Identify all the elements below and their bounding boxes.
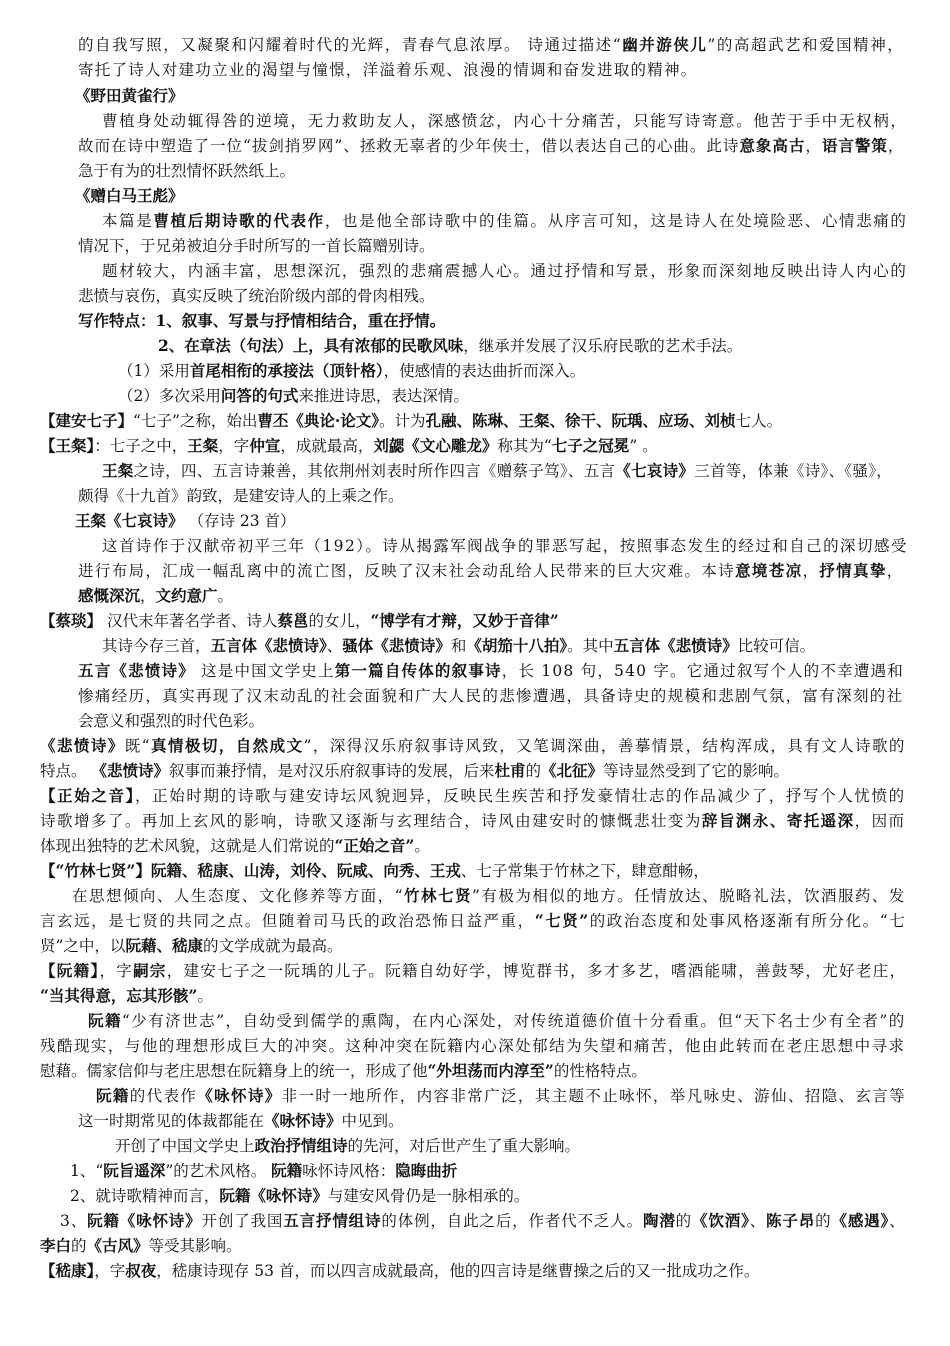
text-line [78,659,904,683]
bold-text: 意境苍凉 [735,561,803,580]
text-run: ， [887,137,905,155]
text-run: 贤”之中，以 [40,937,126,955]
bold-text: 《野田黄雀行》 [75,86,184,105]
bold-text: 阮旨遥深 [103,1161,166,1180]
bold-text: 阮籍《咏怀诗》 [219,1186,328,1205]
text-run: 诗歌增多了。再加上玄风的影响，诗歌又逐渐与玄理结合，诗风由建安时的慷慨悲壮变为 [40,812,702,830]
text-run: 的政治态度和处事风格逐渐有所分化。“七 [589,912,907,930]
bold-text: 蔡邕 [277,611,309,630]
text-run: 的女儿， [308,612,371,630]
text-line [40,984,213,1008]
text-run: ”，深得汉乐府叙事诗风致，又笔调深曲，善摹情景，结构浑成，具有文人诗歌的 [303,737,906,755]
bold-text: 五言体《悲愤诗》 [613,636,738,655]
text-line [40,834,430,858]
text-line [78,284,435,308]
bold-text: 李白 [40,1236,72,1255]
bold-text: 阮籍 [88,1011,122,1030]
text-run: 体现出独特的艺术风貌，这就是人们常说的 [40,837,335,855]
text-line [78,134,904,158]
bold-text: 王粲 [187,436,219,455]
text-line [40,809,906,833]
bold-text: “博学有才辩，又妙于音律” [370,611,559,630]
text-line [78,684,904,708]
text-line [40,1259,759,1283]
bold-text: 文约意广 [155,586,218,605]
text-run: 急于有为的壮烈情怀跃然纸上。 [78,162,296,180]
text-run: 三首等，体兼《诗》、《骚》， [694,462,893,480]
text-line [40,1059,647,1083]
text-run: 的自我写照，又凝聚和闪耀着时代的光辉，青春气息浓厚。 诗通过描述“ [78,36,623,54]
text-run: ，嵇康诗现存 53 首，而以四言成就最高，他的四言诗是继曹操之后的又一批成功之作。 [156,1262,760,1280]
bold-text: 《感遇》 [831,1211,890,1230]
bold-text: 【正始之音】 [40,786,136,805]
text-line [70,1159,457,1183]
bold-text: 抒情真挚 [819,561,887,580]
bold-text: 陈子昂 [766,1211,816,1230]
text-line [102,109,908,133]
bold-text: 阮籍《咏怀诗》 [87,1211,202,1230]
text-run: 中见到。 [341,1112,404,1130]
text-run: 。其中 [567,637,614,655]
text-run: 的代表作 [129,1087,198,1105]
text-run: 寄托了诗人对建功立业的渴望与憧憬，洋溢着乐观、浪漫的情调和奋发进取的精神。 [78,61,698,79]
text-run: 残酷现实，与他的理想形成巨大的冲突。这种冲突在阮籍内心深处郁结为失望和痛苦，他由此转而在老庄思想中寻求 [40,1037,906,1055]
text-run: 的体例，自此之后，作者代不乏人。 [381,1212,643,1230]
text-run: ，因而 [854,812,906,830]
text-line [40,909,906,933]
text-line [40,784,906,808]
bold-text: 《咏怀诗》 [197,1086,282,1105]
text-run: 这是中国文学史上 [194,662,335,680]
bold-text: 政治抒情组诗 [254,1136,348,1155]
text-run: ”有极为相似的地方。任情放达、脱略礼法，饮酒服药、发 [471,887,906,905]
bold-text: 孔融、陈琳、王粲、徐干、阮瑀、应玚、刘桢 [425,411,736,430]
bold-text: 竹林七贤 [404,886,472,905]
text-run: “七子”之称，始出 [133,412,258,430]
bold-text: 曹植后期诗歌的代表作 [153,211,325,230]
text-run: ， [886,562,904,580]
text-run: （存诗 23 首） [183,512,296,530]
text-run: 咏怀诗风格： [302,1162,396,1180]
text-run: ， [802,562,820,580]
text-line [40,734,906,758]
text-run: 比较可信。 [737,637,816,655]
bold-text: 陶潜 [642,1211,676,1230]
text-run: ，字 [99,962,134,980]
text-run: 、 [889,1212,906,1230]
bold-text: 七子之冠冕 [551,436,630,455]
bold-text: 首尾相衔的承接法（顶针格） [189,361,384,380]
text-line [40,759,789,783]
text-line [72,884,906,908]
bold-text: 辞旨渊永、寄托遥深 [701,811,855,830]
bold-text: 真情极切，自然成文 [151,736,304,755]
bold-text: 幽并游侠儿 [622,35,708,54]
text-run: （1）采用 [118,362,190,380]
text-run: 在思想倾向、人生态度、文化修养等方面，“ [72,887,405,905]
text-run: 的 [815,1212,832,1230]
text-run: 、 [749,1212,767,1230]
bold-text: 《赠白马王彪》 [75,186,184,205]
text-line [78,584,233,608]
text-line [78,234,435,258]
text-run: ”的高超武艺和爱国精神， [707,36,905,54]
bold-text: 《七哀诗》 [615,461,695,480]
text-line [78,33,904,57]
text-line [40,434,658,458]
bold-text: 隐晦曲折 [395,1161,458,1180]
text-run: 故而在诗中塑造了一位“拔剑捎罗网”、拯救无辜者的少年侠士，借以表达自己的心曲。此诗 [78,137,740,155]
bold-text: 王粲《七哀诗》 [75,511,184,530]
text-run: 特点。 [40,762,92,780]
text-run: 会意义和强烈的时代色彩。 [78,712,265,730]
text-run: ，长 108 句，540 字。它通过叙写个人的不幸遭遇和 [501,662,904,680]
bold-text: 【“竹林七贤”】阮籍、嵇康、山涛，刘伶、阮咸、向秀、王戎 [40,861,461,880]
text-run: “少有济世志”，自幼受到儒学的熏陶，在内心深处，对传统道德价值十分看重。但“天下名士少有全者”的 [121,1012,906,1030]
bold-text: 【王粲】 [40,436,95,455]
bold-text: 感慨深沉 [78,586,141,605]
text-line [78,484,404,508]
text-line [102,534,908,558]
text-run: 言玄远，是七贤的共同之点。但随着司马氏的政治恐怖日益严重， [40,912,535,930]
text-run: 开创了我国 [201,1212,284,1230]
text-line [88,1009,906,1033]
text-run: 1、“ [70,1162,104,1180]
text-run: 的性格特点。 [553,1062,647,1080]
text-line [115,1134,580,1158]
text-line [40,934,342,958]
text-run: 。计为 [379,412,426,430]
text-run: 的 [675,1212,693,1230]
text-line [78,159,295,183]
text-run: 这一时期常见的体裁都能在 [78,1112,265,1130]
text-run: 3、 [60,1212,88,1230]
text-run: ，字 [94,1262,126,1280]
text-run: 。 [217,587,234,605]
text-run: 2、就诗歌精神而言， [70,1187,220,1205]
bold-text: 《咏怀诗》 [264,1111,342,1130]
text-line [78,709,264,733]
text-run: 惨痛经历，真实再现了汉末动乱的社会面貌和广大人民的悲惨遭遇，具备诗史的规模和悲剧气氛，富有深刻的社 [78,687,904,705]
bold-text: 仲宣 [249,436,281,455]
bold-text: 《胡笳十八拍》 [466,636,568,655]
text-run: 其诗今存三首， [102,637,211,655]
text-run: 和 [450,637,467,655]
text-line [78,1109,404,1133]
text-line [40,959,906,983]
text-line [102,209,908,233]
text-run: 来推进诗思，表达深情。 [298,387,469,405]
text-line [78,58,698,82]
text-line [102,259,908,283]
text-run: ，成就最高， [280,437,374,455]
bold-text: 语言警策 [821,136,888,155]
bold-text: 【阮籍】 [40,961,100,980]
text-run: 。 [414,837,430,855]
text-line [96,1084,906,1108]
bold-text: 五言抒情组诗 [283,1211,382,1230]
text-run: 开创了中国文学史上 [115,1137,255,1155]
bold-text: “当其得意，忘其形骸” [40,986,198,1005]
text-line [118,359,585,383]
text-line [78,309,445,333]
text-run: 题材较大，内涵丰富，思想深沉，强烈的悲痛震撼人心。通过抒情和写景，形象而深刻地反映出诗人内心的 [102,262,908,280]
bold-text: 2、在章法（句法）上，具有浓郁的民歌风味 [158,336,464,355]
text-run: ，字 [218,437,250,455]
text-run: 情况下，于兄弟被迫分手时所写的一首长篇赠别诗。 [78,237,435,255]
bold-text: 《古风》 [86,1236,149,1255]
text-run: 曹植身处动辄得咎的逆境，无力救助友人，深感愤忿，内心十分痛苦，只能写诗寄意。他苦于手中无权柄， [102,112,908,130]
text-line [78,559,904,583]
text-line [102,459,892,483]
text-run: ：七子之中， [94,437,188,455]
text-run: 的文学成就为最高。 [202,937,343,955]
text-run: 之诗，四、五言诗兼善，其依荆州刘表时所作四言《赠蔡子笃》、五言 [133,462,616,480]
bold-text: 叔夜 [125,1261,157,1280]
bold-text: 阮籍 [271,1161,303,1180]
text-run: 悲愤与哀伤，真实反映了统治阶级内部的骨肉相残。 [78,287,435,305]
bold-text: 【嵇康】 [40,1261,95,1280]
text-run: ， [805,137,822,155]
bold-text: 《悲愤诗》 [91,761,169,780]
bold-text: 嗣宗 [133,961,167,980]
text-run: ”的艺术风格。 [165,1162,272,1180]
text-run: 的 [525,762,541,780]
text-run: 等受其影响。 [148,1237,242,1255]
bold-text: 曹丕《典论·论文》 [257,411,380,430]
bold-text: 王粲 [102,461,134,480]
text-run: 、七子常集于竹林之下，肆意酣畅， [460,862,709,880]
bold-text: “七贤” [534,911,590,930]
bold-text: 《饮酒》 [692,1211,750,1230]
bold-text: 骚体《悲愤诗》 [342,636,451,655]
text-line [102,634,815,658]
text-line [70,1184,529,1208]
text-line [40,1034,906,1058]
bold-text: 五言《悲愤诗》 [78,661,195,680]
text-line [75,184,184,208]
text-line [158,334,742,358]
bold-text: 刘勰《文心雕龙》 [373,436,498,455]
bold-text: 杜甫 [494,761,526,780]
text-run: 进行布局，汇成一幅乱离中的流亡图，反映了汉末社会动乱给人民带来的巨大灾难。本诗 [78,562,736,580]
text-line [75,509,296,533]
text-run: ，建安七子之一阮瑀的儿子。阮籍自幼好学，博览群书，多才多艺，嗜酒能啸，善鼓琴，尤好老庄， [166,962,907,980]
text-run: 与建安风骨仍是一脉相承的。 [327,1187,530,1205]
text-run: 等诗显然受到了它的影响。 [603,762,790,780]
text-run: 颇得《十九首》韵致，是建安诗人的上乘之作。 [78,487,404,505]
bold-text: 【建安七子】 [40,411,134,430]
text-run: 称其为“ [497,437,552,455]
text-run: 、 [326,637,343,655]
text-line [40,609,559,633]
bold-text: 【蔡琰】 [40,611,103,630]
bold-text: 《悲愤诗》 [40,736,125,755]
bold-text: “外坦荡而内淳至” [427,1061,554,1080]
text-run: ，也是他全部诗歌中的佳篇。从序言可知，这是诗人在处境险恶、心情悲痛的 [324,212,908,230]
text-line [40,1234,242,1258]
text-run: 这首诗作于汉献帝初平三年（192）。诗从揭露军阀战争的罪恶写起，按照事态发生的经过和自己的深切感受 [102,537,908,555]
text-line [60,1209,905,1233]
text-run: 本篇是 [102,212,154,230]
text-run: ，正始时期的诗歌与建安诗坛风貌迥异，反映民生疾苦和抒发豪情壮志的作品减少了，抒写个人忧愤的 [135,787,906,805]
text-run: 的 [71,1237,87,1255]
text-run: 七人。 [735,412,783,430]
text-run: 叙事而兼抒情，是对汉乐府叙事诗的发展，后来 [168,762,495,780]
bold-text: 写作特点：1、叙事、写景与抒情相结合，重在抒情。 [78,311,446,330]
text-run: ，继承并发展了汉乐府民歌的艺术手法。 [463,337,743,355]
text-run: 的先河，对后世产生了重大影响。 [347,1137,581,1155]
bold-text: 《北征》 [541,761,604,780]
text-line [40,409,782,433]
text-line [40,859,709,883]
text-run: 既“ [124,737,152,755]
bold-text: 第一篇自传体的叙事诗 [334,661,502,680]
text-run: （2）多次采用 [118,387,221,405]
text-line [75,84,184,108]
bold-text: 问答的句式 [220,386,299,405]
bold-text: 意象高古 [739,136,806,155]
bold-text: 五言体《悲愤诗》 [210,636,327,655]
text-run: ， [140,587,156,605]
text-run: 。 [197,987,213,1005]
text-run: ，使感情的表达曲折而深入。 [383,362,586,380]
bold-text: 阮藉、嵇康 [125,936,203,955]
text-run: 非一时一地所作，内容非常广泛，其主题不止咏怀，举凡咏史、游仙、招隐、玄言等 [281,1087,907,1105]
text-run: 汉代末年著名学者、诗人 [102,612,278,630]
bold-text: “正始之音” [334,836,415,855]
text-run: 慰藉。儒家信仰与老庄思想在阮籍身上的统一，形成了他 [40,1062,428,1080]
bold-text: 阮籍 [96,1086,130,1105]
text-run: ” 。 [629,437,658,455]
text-line [118,384,469,408]
